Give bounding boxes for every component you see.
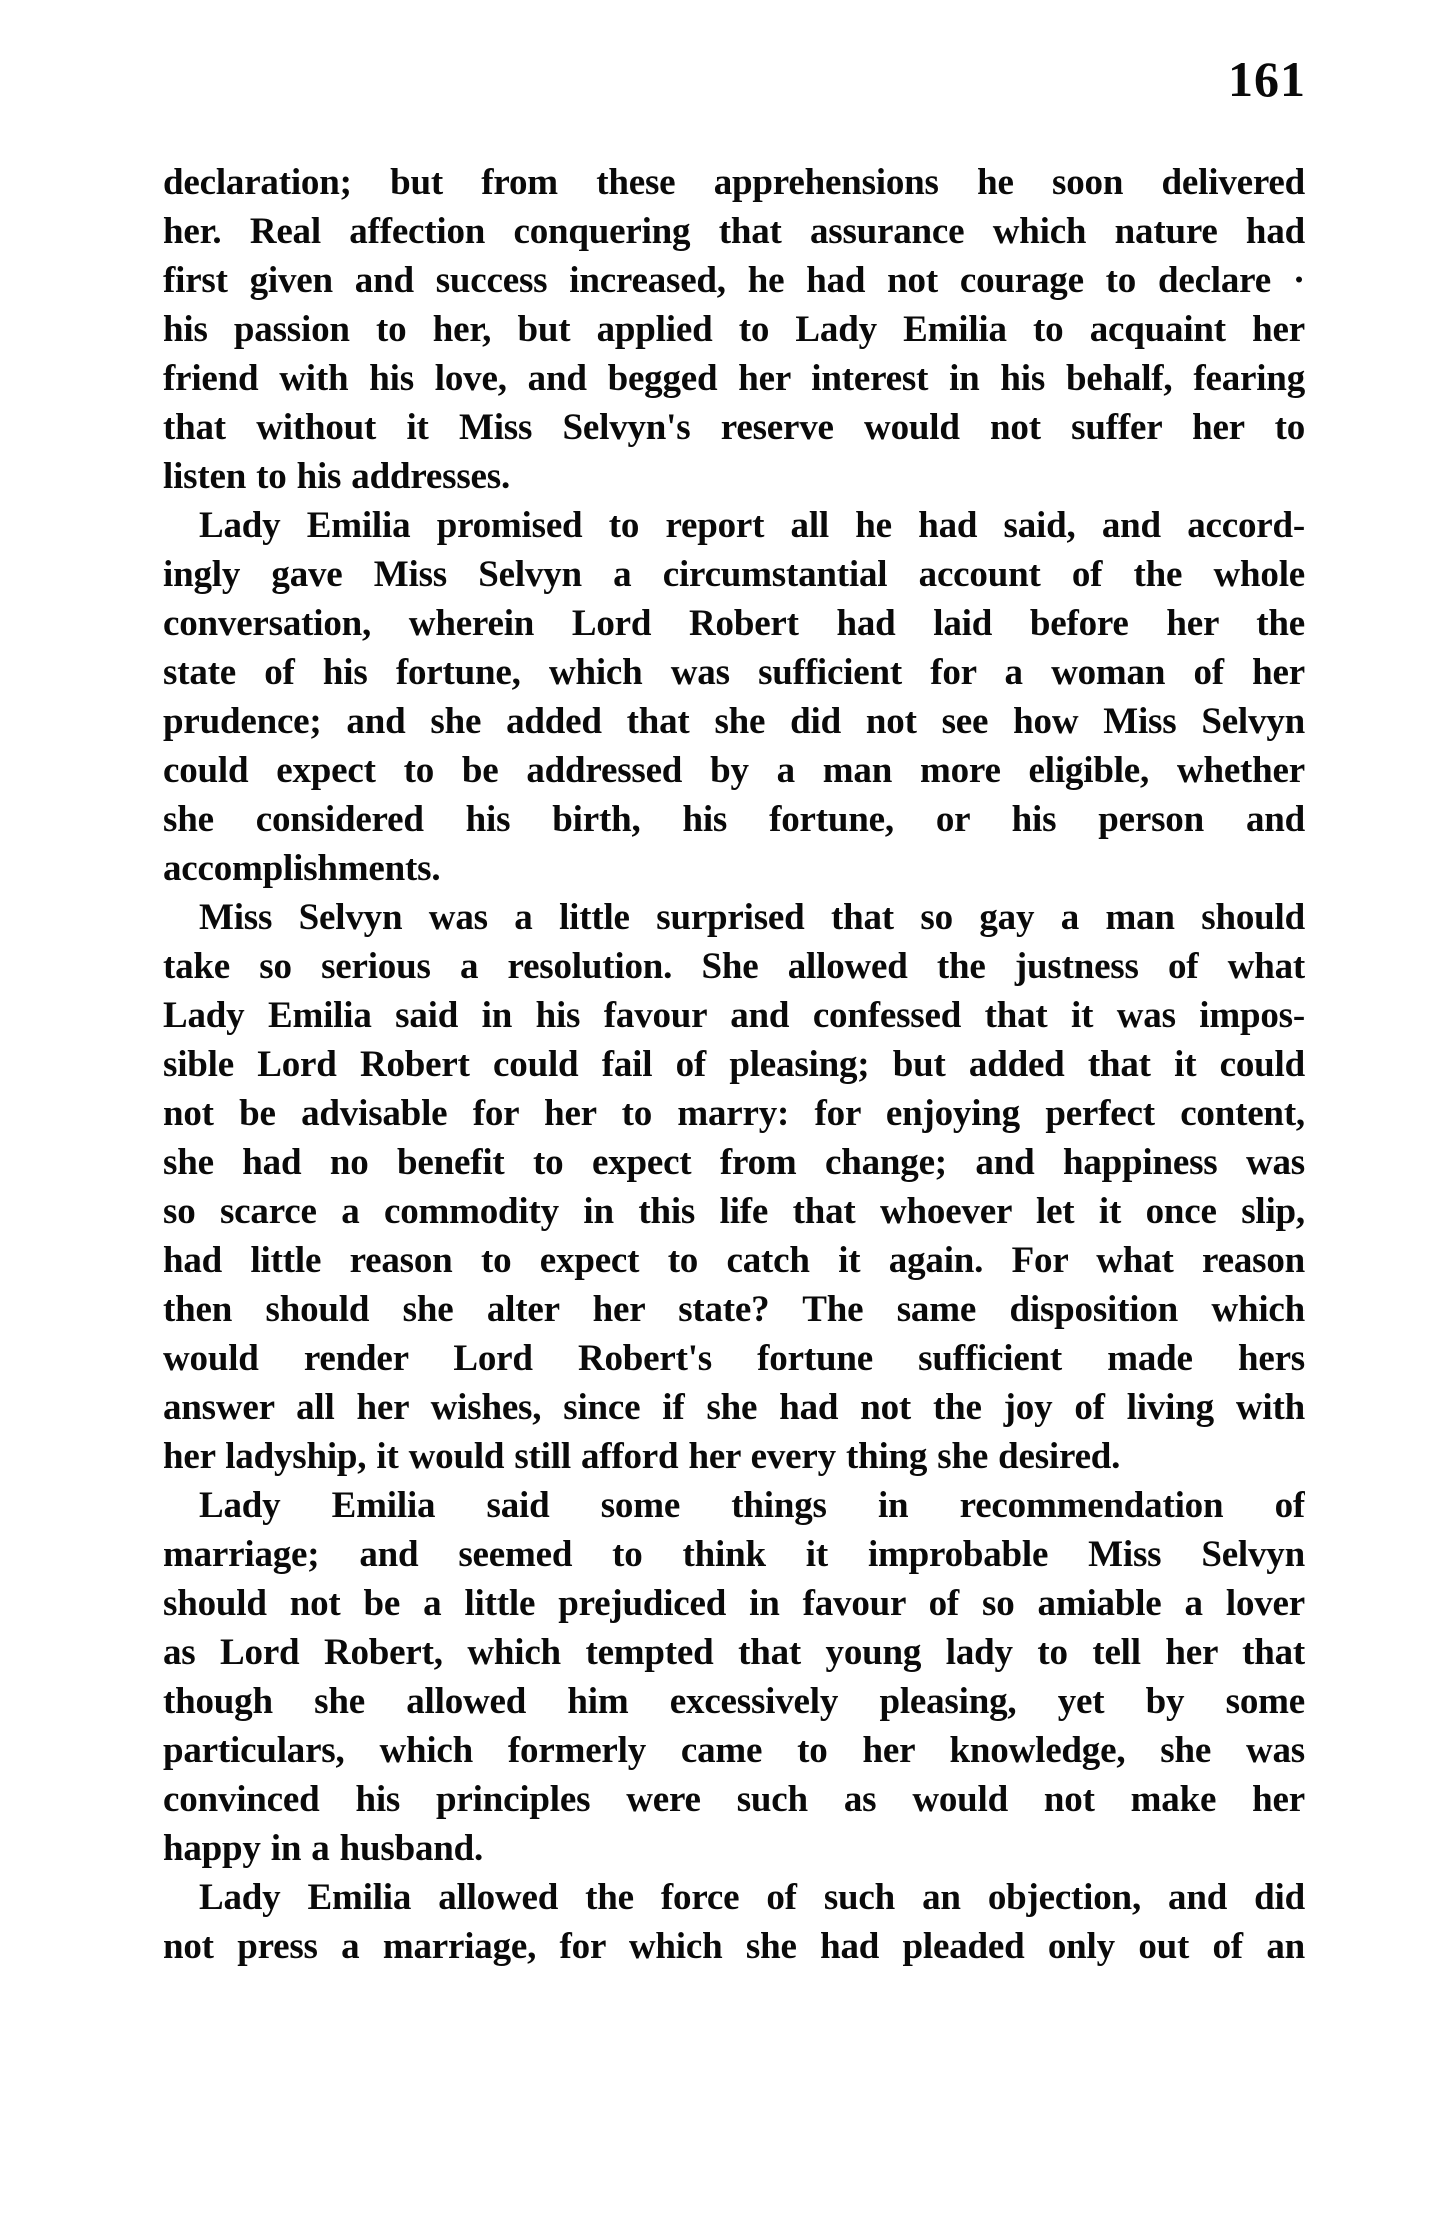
text-line: accomplishments. [163, 848, 441, 889]
text-line: not be advisable for her to marry: for enjoying perfect content, [163, 1093, 1305, 1134]
text-line: her ladyship, it would still afford her every thing she desired. [163, 1436, 1121, 1477]
text-line: should not be a little prejudiced in favour of so amiable a lover [163, 1583, 1305, 1624]
text-line: his passion to her, but applied to Lady Emilia to acquaint her [163, 309, 1305, 350]
text-line: so scarce a commodity in this life that whoever let it once slip, [163, 1191, 1305, 1232]
text-line: Lady Emilia said some things in recommendation of [199, 1485, 1305, 1526]
text-line: Lady Emilia promised to report all he had said, and accord- [199, 505, 1305, 546]
page-number: 161 [1228, 51, 1306, 107]
text-line: she had no benefit to expect from change; and happiness was [163, 1142, 1305, 1183]
text-line: marriage; and seemed to think it improbable Miss Selvyn [163, 1534, 1305, 1575]
text-line: had little reason to expect to catch it again. For what reason [163, 1240, 1305, 1281]
text-line: she considered his birth, his fortune, or his person and [163, 799, 1305, 840]
text-line: Lady Emilia said in his favour and confessed that it was impos- [163, 995, 1305, 1036]
text-line: as Lord Robert, which tempted that young lady to tell her that [163, 1632, 1305, 1673]
text-line: listen to his addresses. [163, 456, 511, 497]
text-line: would render Lord Robert's fortune sufficient made hers [163, 1338, 1305, 1379]
text-line: first given and success increased, he had not courage to declare · [163, 260, 1305, 301]
text-line: ingly gave Miss Selvyn a circumstantial account of the whole [163, 554, 1305, 595]
text-line: then should she alter her state? The same disposition which [163, 1289, 1305, 1330]
text-line: Lady Emilia allowed the force of such an objection, and did [199, 1877, 1305, 1918]
text-line: declaration; but from these apprehensions he soon delivered [163, 162, 1305, 203]
text-line: conversation, wherein Lord Robert had laid before her the [163, 603, 1305, 644]
text-line: Miss Selvyn was a little surprised that so gay a man should [199, 897, 1305, 938]
text-line: sible Lord Robert could fail of pleasing; but added that it could [163, 1044, 1305, 1085]
text-line: convinced his principles were such as would not make her [163, 1779, 1305, 1820]
text-line: not press a marriage, for which she had pleaded only out of an [163, 1926, 1305, 1967]
text-line: prudence; and she added that she did not see how Miss Selvyn [163, 701, 1305, 742]
text-line: that without it Miss Selvyn's reserve would not suffer her to [163, 407, 1305, 448]
text-line: answer all her wishes, since if she had not the joy of living with [163, 1387, 1305, 1428]
text-line: though she allowed him excessively pleasing, yet by some [163, 1681, 1305, 1722]
page-text-block [163, 158, 1305, 1971]
text-line: her. Real affection conquering that assurance which nature had [163, 211, 1305, 252]
text-line: could expect to be addressed by a man more eligible, whether [163, 750, 1305, 791]
text-line: state of his fortune, which was sufficient for a woman of her [163, 652, 1305, 693]
text-line: happy in a husband. [163, 1828, 484, 1869]
text-line: take so serious a resolution. She allowed the justness of what [163, 946, 1305, 987]
text-line: particulars, which formerly came to her knowledge, she was [163, 1730, 1305, 1771]
text-line: friend with his love, and begged her interest in his behalf, fearing [163, 358, 1305, 399]
